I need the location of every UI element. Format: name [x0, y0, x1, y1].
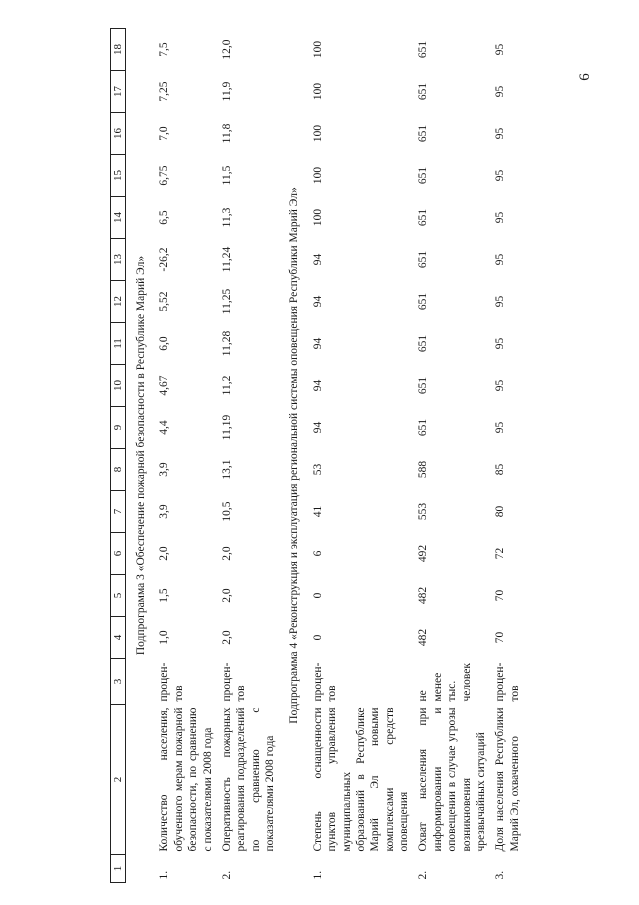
- value-cell: 482: [417, 628, 430, 647]
- header-cell: 8: [111, 449, 126, 491]
- value-cell: 11,24: [220, 246, 233, 273]
- header-cell: 2: [111, 705, 126, 855]
- value-cell: 95: [494, 295, 507, 308]
- value-cell: 4,67: [158, 375, 171, 396]
- table-row: [490, 29, 524, 883]
- unit-of-measure: процен-тов: [494, 662, 521, 702]
- section-title-row: [279, 29, 307, 883]
- value-cell: 95: [494, 127, 507, 140]
- value-cell: 11,25: [220, 288, 233, 315]
- table-body: [111, 29, 525, 883]
- indicators-table: [110, 28, 524, 883]
- value-cell: 95: [494, 169, 507, 182]
- value-cell: 651: [417, 292, 430, 311]
- indicator-name: Доля населения Республики Марий Эл, охваченного: [494, 707, 521, 852]
- header-cell: 10: [111, 365, 126, 407]
- value-cell: 11,19: [220, 414, 233, 441]
- row-number: 1.: [158, 870, 171, 880]
- value-cell: 95: [494, 85, 507, 98]
- value-cell: 5,52: [158, 291, 171, 312]
- value-cell: 13,1: [220, 459, 233, 480]
- value-cell: 95: [494, 253, 507, 266]
- header-cell: 11: [111, 323, 126, 365]
- unit-of-measure: не менее тыс. человек: [417, 663, 473, 702]
- value-cell: 2,0: [220, 546, 233, 561]
- value-cell: 0: [311, 592, 324, 599]
- value-cell: 6: [311, 550, 324, 557]
- value-cell: 3,9: [158, 504, 171, 519]
- value-cell: 4,4: [158, 420, 171, 435]
- value-cell: 6,75: [158, 165, 171, 186]
- header-cell: 12: [111, 281, 126, 323]
- value-cell: 70: [494, 589, 507, 602]
- table-row: [308, 29, 414, 883]
- table-row: [217, 29, 280, 883]
- value-cell: 95: [494, 421, 507, 434]
- value-cell: 482: [417, 586, 430, 605]
- value-cell: 651: [417, 82, 430, 101]
- header-cell: 3: [111, 659, 126, 705]
- indicator-name: Оперативность пожарных реагирования подразделений по сравнению с показателями 2008 года: [220, 707, 276, 852]
- value-cell: 100: [311, 40, 324, 59]
- row-number: 2.: [220, 870, 233, 880]
- value-cell: 6,0: [158, 336, 171, 351]
- header-cell: 1: [111, 855, 126, 883]
- value-cell: 41: [311, 505, 324, 518]
- unit-of-measure: процен-тов: [220, 662, 248, 702]
- value-cell: 70: [494, 631, 507, 644]
- value-cell: 11,28: [220, 330, 233, 357]
- header-cell: 4: [111, 617, 126, 659]
- header-cell: 9: [111, 407, 126, 449]
- value-cell: 651: [417, 124, 430, 143]
- value-cell: 80: [494, 505, 507, 518]
- value-cell: 100: [311, 124, 324, 143]
- value-cell: 0: [311, 634, 324, 641]
- unit-of-measure: процен-тов: [158, 662, 185, 702]
- indicator-name: Охват населения при информировании и оповещении в случае угрозы возникновения чрезвычайных ситуаций: [417, 707, 487, 852]
- value-cell: 11,9: [220, 81, 233, 102]
- value-cell: 1,0: [158, 630, 171, 645]
- header-cell: 18: [111, 29, 126, 71]
- value-cell: 7,25: [158, 81, 171, 102]
- value-cell: 95: [494, 211, 507, 224]
- value-cell: 492: [417, 544, 430, 563]
- value-cell: 7,5: [158, 42, 171, 57]
- value-cell: 94: [311, 421, 324, 434]
- value-cell: -26,2: [158, 247, 171, 272]
- value-cell: 7,0: [158, 126, 171, 141]
- header-cell: 13: [111, 239, 126, 281]
- value-cell: 11,3: [220, 207, 233, 228]
- value-cell: 651: [417, 250, 430, 269]
- value-cell: 3,9: [158, 462, 171, 477]
- header-cell: 16: [111, 113, 126, 155]
- header-cell: 5: [111, 575, 126, 617]
- header-row: [111, 29, 126, 883]
- row-number: 3.: [494, 870, 507, 880]
- value-cell: 588: [417, 460, 430, 479]
- value-cell: 11,2: [220, 375, 233, 396]
- header-cell: 15: [111, 155, 126, 197]
- value-cell: 94: [311, 253, 324, 266]
- value-cell: 95: [494, 337, 507, 350]
- value-cell: 95: [494, 379, 507, 392]
- table-row: [413, 29, 490, 883]
- row-number: 2.: [417, 870, 430, 880]
- unit-of-measure: процен-тов: [311, 662, 339, 702]
- value-cell: 2,0: [220, 630, 233, 645]
- table-row: [154, 29, 217, 883]
- value-cell: 651: [417, 40, 430, 59]
- value-cell: 94: [311, 379, 324, 392]
- value-cell: 651: [417, 334, 430, 353]
- value-cell: 2,0: [158, 546, 171, 561]
- value-cell: 100: [311, 166, 324, 185]
- value-cell: 2,0: [220, 588, 233, 603]
- rotated-table-content: [110, 33, 524, 883]
- value-cell: 651: [417, 166, 430, 185]
- value-cell: 72: [494, 547, 507, 560]
- value-cell: 6,5: [158, 210, 171, 225]
- header-cell: 7: [111, 491, 126, 533]
- value-cell: 651: [417, 418, 430, 437]
- value-cell: 10,5: [220, 501, 233, 522]
- header-cell: 6: [111, 533, 126, 575]
- value-cell: 12,0: [220, 39, 233, 60]
- section-title-row: [126, 29, 155, 883]
- value-cell: 1,5: [158, 588, 171, 603]
- value-cell: 95: [494, 43, 507, 56]
- section-title: Подпрограмма 3 «Обеспечение пожарной безопасности в Республике Марий Эл»: [135, 255, 147, 656]
- header-cell: 17: [111, 71, 126, 113]
- indicator-name: Степень оснащенности пунктов управления муниципальных образований в Республике Марий Эл новыми комплексами средств оповещения: [311, 707, 410, 852]
- header-cell: 14: [111, 197, 126, 239]
- value-cell: 94: [311, 337, 324, 350]
- value-cell: 11,8: [220, 123, 233, 144]
- value-cell: 11,5: [220, 165, 233, 186]
- value-cell: 651: [417, 376, 430, 395]
- indicator-name: Количество населения, обученного мерам пожарной безопасности, по сравнению с показателями 2008 года: [158, 707, 214, 852]
- value-cell: 553: [417, 502, 430, 521]
- value-cell: 100: [311, 82, 324, 101]
- value-cell: 94: [311, 295, 324, 308]
- value-cell: 85: [494, 463, 507, 476]
- page-number: 6: [577, 73, 593, 81]
- row-number: 1.: [311, 870, 324, 880]
- value-cell: 53: [311, 463, 324, 476]
- section-title: Подпрограмма 4 «Реконструкция и эксплуатация региональной системы оповещения Республики Марий Эл»: [288, 187, 301, 724]
- value-cell: 651: [417, 208, 430, 227]
- value-cell: 100: [311, 208, 324, 227]
